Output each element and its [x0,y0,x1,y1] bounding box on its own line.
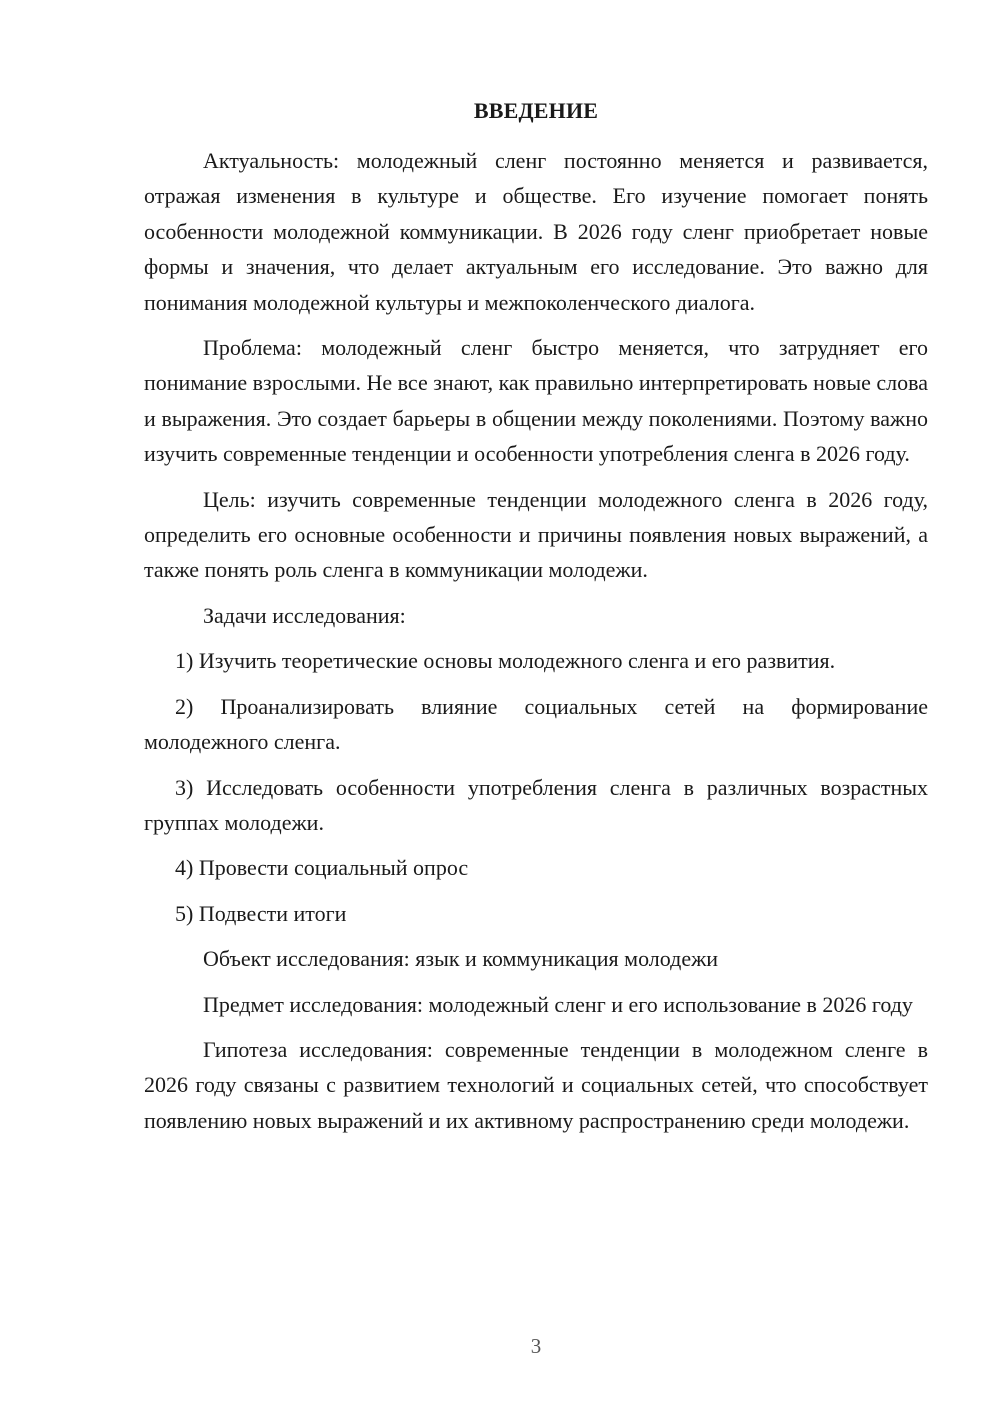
problem-paragraph: Проблема: молодежный сленг быстро меняется, что затрудняет его понимание взрослыми. Не все знают, как правильно интерпретировать новые слова и выражения. Это создает барьеры в общении между поколениями. Поэтому важно изучить современные тенденции и особенности употребления сленга в 2026 году. [144,335,928,467]
section-heading: ВВЕДЕНИЕ [473,98,599,123]
subject-paragraph: Предмет исследования: молодежный сленг и его использование в 2026 году [203,991,913,1017]
relevance-paragraph: Актуальность: молодежный сленг постоянно меняется и развивается, отражая изменения в культуре и обществе. Его изучение помогает понять особенности молодежной коммуникации. В 2026 году сленг приобретает новые формы и значения, что делает актуальным его исследование. Это важно для понимания молодежной культуры и межпоколенческого диалога. [144,148,928,315]
tasks-title: Задачи исследования: [203,602,406,628]
object-paragraph: Объект исследования: язык и коммуникация молодежи [203,946,719,972]
document-page [144,0,928,1414]
task-item-5: 5) Подвести итоги [175,900,347,926]
task-item-3: 3) Исследовать особенности употребления сленга в различных возрастных группах молодежи. [144,774,928,835]
task-item-4: 4) Провести социальный опрос [175,855,469,881]
goal-paragraph: Цель: изучить современные тенденции молодежного сленга в 2026 году, определить его основные особенности и причины появления новых выражений, а также понять роль сленга в коммуникации молодежи. [144,486,928,583]
task-item-2: 2) Проанализировать влияние социальных сетей на формирование молодежного сленга. [144,693,928,755]
hypothesis-paragraph: Гипотеза исследования: современные тенденции в молодежном сленге в 2026 году связаны с развитием технологий и социальных сетей, что способствует появлению новых выражений и их активному распространению среди молодежи. [144,1036,928,1133]
document-body [144,143,928,1148]
page-number: 3 [530,1334,542,1358]
task-item-1: 1) Изучить теоретические основы молодежного сленга и его развития. [175,648,836,674]
